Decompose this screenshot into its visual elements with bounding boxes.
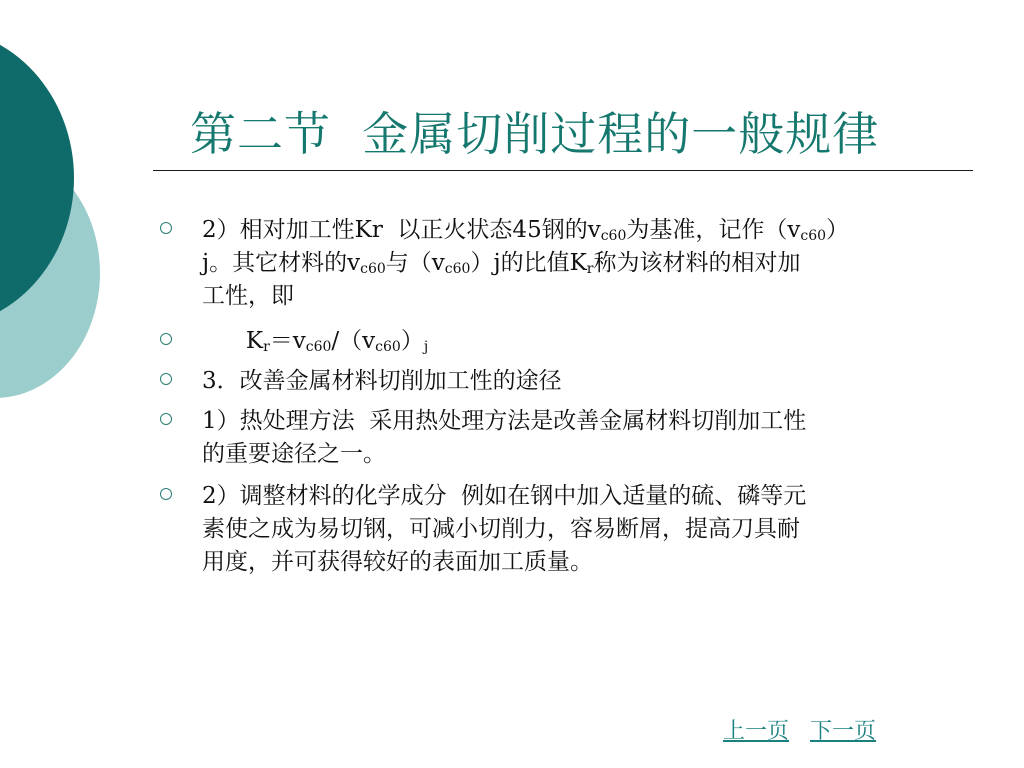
- bullet-line: $K_r=v_{c60}/(v_{c60})_j$: [202, 328, 429, 355]
- bullet-text: [202, 405, 962, 471]
- prev-page-link[interactable]: 上一页: [723, 719, 790, 744]
- bullet-circle-icon: [160, 413, 172, 425]
- subscript: c60: [305, 339, 332, 355]
- subscript: j: [423, 339, 429, 355]
- subscript: c60: [375, 339, 401, 355]
- bullet-text: [202, 365, 962, 398]
- bullet-text: [202, 214, 962, 313]
- bullet-circle-icon: [160, 333, 172, 345]
- subscript: r: [586, 261, 594, 277]
- bullet-line: 2）调整材料的化学成分 例如在钢中加入适量的硫、磷等元: [202, 483, 807, 509]
- slide-navigation: [723, 714, 890, 745]
- bullet-line: 的重要途径之一。: [202, 441, 386, 467]
- bullet-text: [202, 325, 962, 358]
- subscript: c60: [800, 228, 827, 244]
- next-page-link[interactable]: 下一页: [810, 719, 877, 744]
- bullet-line: 2）相对加工性Kr 以正火状态45钢的$v_{c60}$为基准，记作$(v_{c60})$: [202, 217, 850, 244]
- bullet-text: [202, 480, 962, 579]
- title-divider: [153, 170, 973, 171]
- bullet-line: 素使之成为易切钢，可减小切削力，容易断屑，提高刀具耐: [202, 516, 800, 542]
- slide-title: 第二节 金属切削过程的一般规律: [190, 107, 880, 161]
- bullet-circle-icon: [160, 222, 172, 234]
- subscript: r: [263, 339, 270, 355]
- bullet-line: j。其它材料的$v_{c60}$与$(v_{c60})j$的比值$K_r$称为该材料的相对加: [202, 250, 801, 277]
- subscript: c60: [360, 261, 386, 277]
- subscript: c60: [600, 228, 627, 244]
- bullet-circle-icon: [160, 373, 172, 385]
- bullet-circle-icon: [160, 488, 172, 500]
- bullet-line: 用度，并可获得较好的表面加工质量。: [202, 549, 593, 575]
- bullet-line: 3．改善金属材料切削加工性的途径: [202, 368, 562, 394]
- bullet-line: 工性，即: [202, 283, 294, 309]
- bullet-line: 1）热处理方法 采用热处理方法是改善金属材料切削加工性: [202, 408, 807, 434]
- subscript: c60: [444, 261, 471, 277]
